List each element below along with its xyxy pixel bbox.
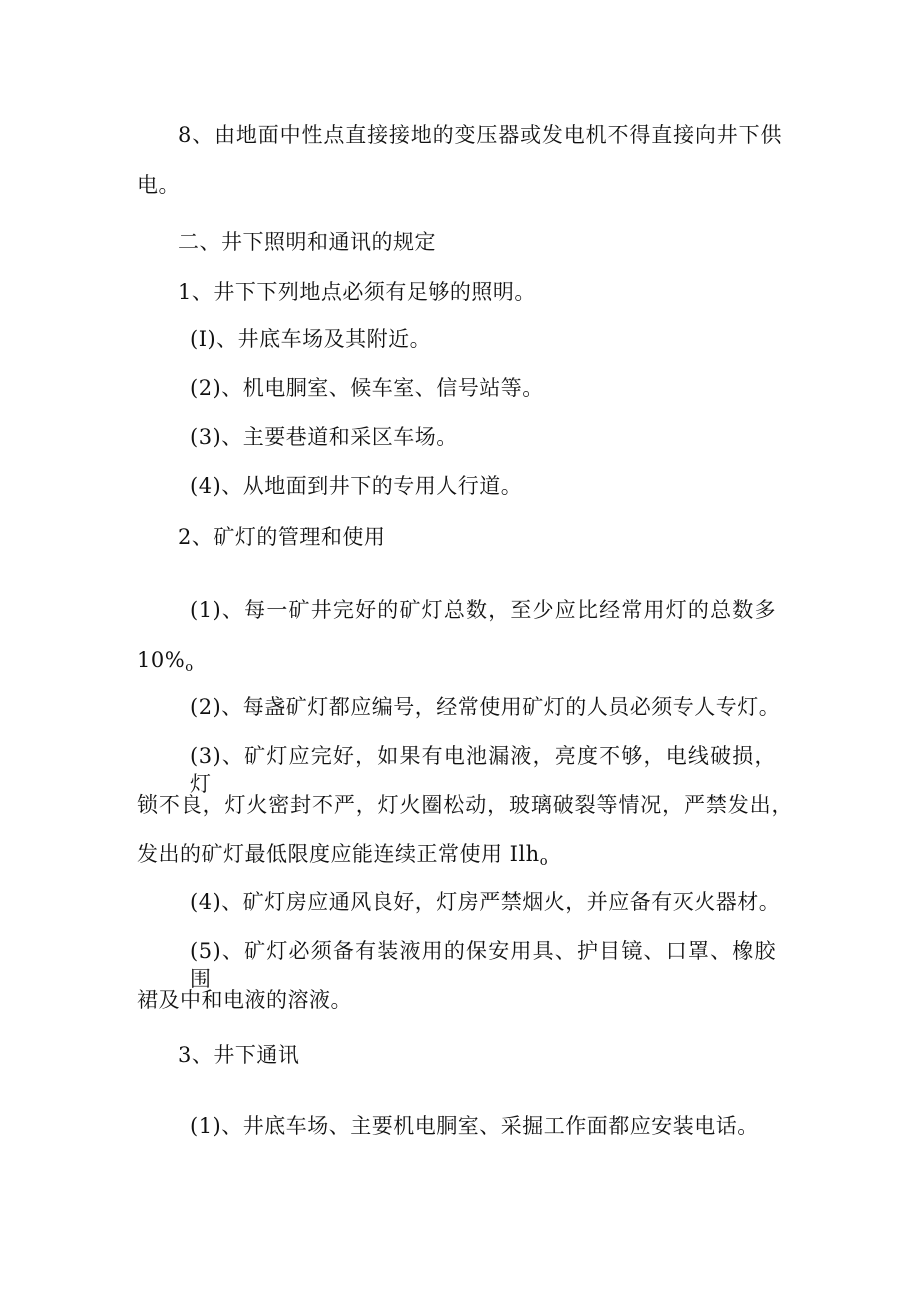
item2-sub3-line1: (3)、矿灯应完好，如果有电池漏液，亮度不够，电线破损，灯 [190,744,776,796]
item2-sub1-line2-text: 10% [137,648,186,672]
item2-sub1-line2 [137,646,194,682]
item2-sub1-line2-subscript: o [185,660,194,675]
item3-title: 3、井下通讯 [178,1043,300,1067]
item3-sub1: (1)、井底车场、主要机电胴室、采掘工作面都应安装电话。 [190,1114,759,1138]
item2-sub5-line1: (5)、矿灯必须备有装液用的保安用具、护目镜、口罩、橡胶围 [190,939,776,991]
para8-line1: 8、由地面中性点直接接地的变压器或发电机不得直接向井下供 [178,123,782,147]
section2-title: 二、井下照明和通讯的规定 [178,230,436,254]
para8-line2: 电。 [137,173,180,197]
item1-sub2: (2)、机电胴室、候车室、信号站等。 [190,376,544,400]
item2-sub3-line3-text: 发出的矿灯最低限度应能连续正常使用 Ilh [137,842,540,866]
item2-sub4: (4)、矿灯房应通风良好，灯房严禁烟火，并应备有灭火器材。 [190,890,781,914]
item2-sub1-line1: (1)、每一矿井完好的矿灯总数，至少应比经常用灯的总数多 [190,598,776,622]
item1-sub1: (I)、井底车场及其附近。 [190,327,432,351]
item2-sub3-line2: 锁不良，灯火密封不严，灯火圈松动，玻璃破裂等情况，严禁发出， [137,793,793,817]
item2-sub2: (2)、每盏矿灯都应编号，经常使用矿灯的人员必须专人专灯。 [190,695,781,719]
item2-title: 2、矿灯的管理和使用 [178,525,386,549]
item2-sub3-line3-subscript: o [539,854,549,869]
item1-title: 1、井下下列地点必须有足够的照明。 [178,280,536,304]
item1-sub3: (3)、主要巷道和采区车场。 [190,425,458,449]
item2-sub5-line2: 裙及中和电液的溶液。 [137,988,352,1012]
item2-sub3-line3 [137,840,548,876]
item1-sub4: (4)、从地面到井下的专用人行道。 [190,474,523,498]
